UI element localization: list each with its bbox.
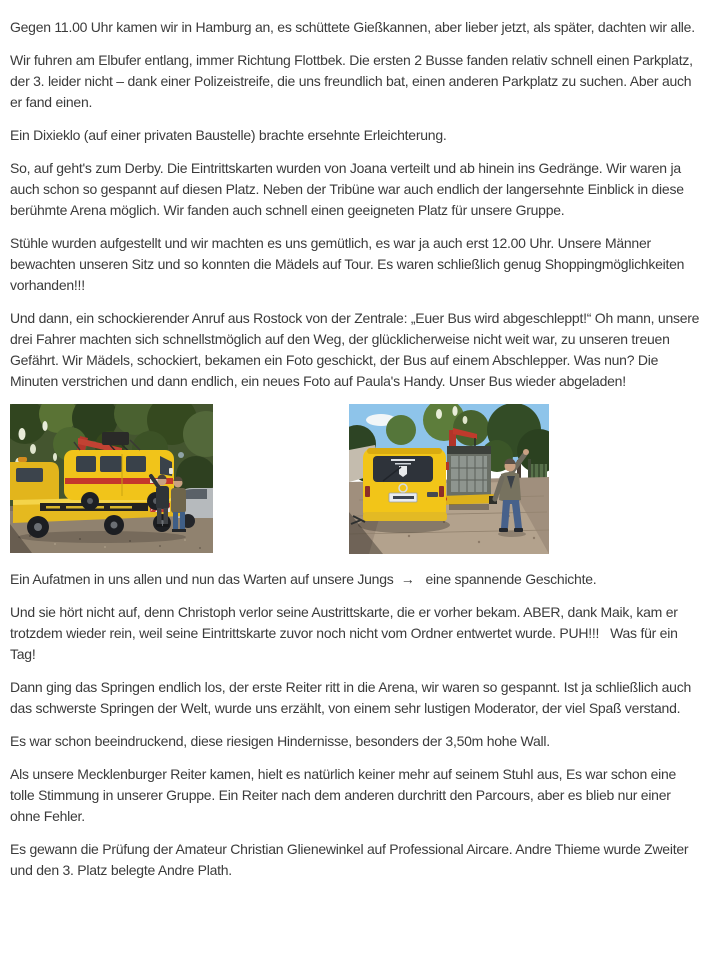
paragraph-mecklenburger-reiter: Als unsere Mecklenburger Reiter kamen, hielt es natürlich keiner mehr auf seinem Stuhl aus, Es war schon eine tolle Stimmung in unserer Gruppe. Ein Reiter nach dem anderen durchritt den Parcours, aber es blieb nur einer ohne Fehler. (10, 766, 680, 824)
yellow-bus-rear (351, 448, 450, 533)
paragraph-hindernisse-wall: Es war schon beeindruckend, diese riesigen Hindernisse, besonders der 3,50m hohe Wall. (10, 733, 550, 749)
paragraph-springen-beginn: Dann ging das Springen endlich los, der erste Reiter ritt in die Arena, wir waren so gespannt. Ist ja schließlich auch das schwerste Springen der Welt, wurde uns erzählt, von einem sehr lustigen Moderator, der viel Spaß verstand. (10, 679, 695, 716)
photo-bus-on-tow-truck (10, 404, 213, 553)
paragraph-bus-abgeschleppt: Und dann, ein schockierender Anruf aus Rostock von der Zentrale: „Euer Bus wird abgeschleppt!“ Oh mann, unsere drei Fahrer machten sich schnellstmöglich auf den Weg, der glücklicherweise nicht weit war, zu unseren treuen Gefährt. Wir Mädels, schockiert, bekamen ein Foto geschickt, der Bus auf einem Abschlepper. Was nun? Die Minuten verstrichen und dann endlich, ein neues Foto auf Paula's Handy. Unser Bus wieder abgeladen! (10, 310, 703, 389)
paragraph-dixieklo: Ein Dixieklo (auf einer privaten Baustelle) brachte ersehnte Erleichterung. (10, 127, 447, 143)
photo-row (10, 404, 704, 554)
paragraph-elbufer-parkplatz: Wir fuhren am Elbufer entlang, immer Richtung Flottbek. Die ersten 2 Busse fanden relativ schnell einen Parkplatz, der 3. leider nicht – dank einer Polizeistreife, die uns freundlich bat, einen anderen Parkplatz zu suchen. Aber auch er fand einen. (10, 52, 697, 110)
paragraph-sieger: Es gewann die Prüfung der Amateur Christian Glienewinkel auf Professional Aircare. Andre Thieme wurde Zweiter und den 3. Platz belegte Andre Plath. (10, 841, 692, 878)
paragraph-derby-eintrittskarten: So, auf geht's zum Derby. Die Eintrittskarten wurden von Joana verteilt und ab hinein ins Gedränge. Wir waren ja auch schon so gespannt auf diesen Platz. Neben der Tribüne war auch endlich der langersehnte Einblick in diese berühmte Arena möglich. Wir fanden auch schnell einen geeigneten Platz für unsere Gruppe. (10, 160, 688, 218)
photo-bus-unloaded (349, 404, 549, 554)
paragraph-stuehle-shopping: Stühle wurden aufgestellt und wir machten es uns gemütlich, es war ja auch erst 12.00 Uhr. Unsere Männer bewachten unseren Sitz und so konnten die Mädels auf Tour. Es waren schließlich genug Shoppingmöglichkeiten vorhanden!!! (10, 235, 688, 293)
paragraph-aufatmen: Ein Aufatmen in uns allen und nun das Warten auf unsere Jungs → eine spannende Geschichte. (10, 571, 597, 587)
paragraph-austrittskarte: Und sie hört nicht auf, denn Christoph verlor seine Austrittskarte, die er vorher bekam. ABER, dank Maik, kam er trotzdem wieder rein, weil seine Eintrittskarte zuvor noch nicht vom Ordner entwertet wurde. PUH!!! Was für ein Tag! (10, 604, 682, 662)
paragraph-arrival-hamburg: Gegen 11.00 Uhr kamen wir in Hamburg an, es schüttete Gießkannen, aber lieber jetzt, als später, dachten wir alle. (10, 19, 695, 35)
